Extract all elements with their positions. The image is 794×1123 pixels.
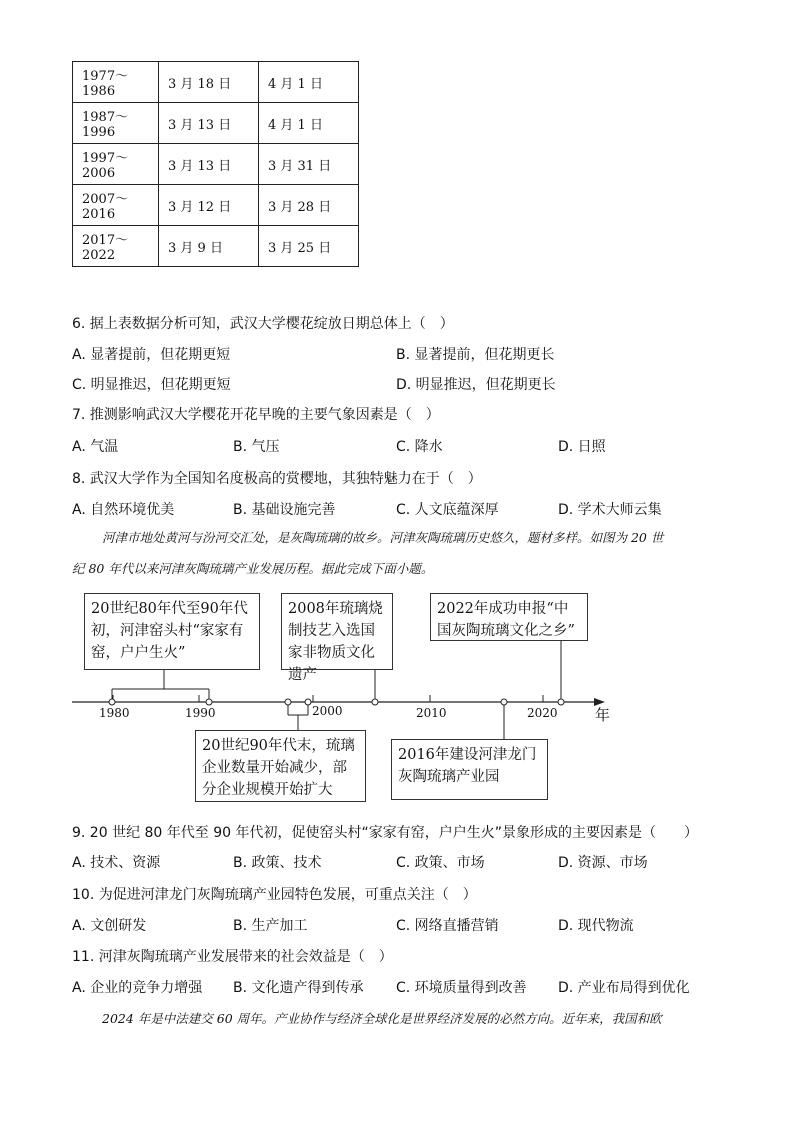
- question-11-stem: 11. 河津灰陶琉璃产业发展带来的社会效益是（ ）: [72, 949, 393, 965]
- tick-label-2010: 2010: [416, 706, 447, 720]
- question-10-option-d[interactable]: D. 现代物流: [558, 918, 634, 934]
- table-cell: 3 月 18 日: [159, 62, 259, 103]
- question-10-option-b[interactable]: B. 生产加工: [233, 918, 308, 934]
- table-cell: 3 月 28 日: [259, 185, 359, 226]
- question-8-option-d[interactable]: D. 学术大师云集: [558, 502, 662, 518]
- table-row: [73, 62, 359, 103]
- question-11-option-a[interactable]: A. 企业的竞争力增强: [72, 980, 203, 996]
- tick-label-2020: 2020: [527, 706, 558, 720]
- question-6-stem: 6. 据上表数据分析可知，武汉大学樱花绽放日期总体上（ ）: [72, 316, 454, 332]
- question-7-option-c[interactable]: C. 降水: [396, 439, 443, 455]
- table-cell: 1997～2006: [73, 144, 159, 185]
- table-cell: 1987～1996: [73, 103, 159, 144]
- question-9-stem: 9. 20 世纪 80 年代至 90 年代初，促使窑头村“家家有窑，户户生火”景象形成的主要因素是（ ）: [72, 825, 699, 841]
- event-box-1990s-late: 20世纪90年代末，琉璃企业数量开始减少，部分企业规模开始扩大: [195, 730, 366, 802]
- question-8-stem: 8. 武汉大学作为全国知名度极高的赏樱地，其独特魅力在于（ ）: [72, 471, 482, 487]
- question-11-option-c[interactable]: C. 环境质量得到改善: [396, 980, 527, 996]
- question-7-option-a[interactable]: A. 气温: [72, 439, 119, 455]
- passage-2-line-1: 2024 年是中法建交 60 周年。产业协作与经济全球化是世界经济发展的必然方向。近年来，我国和欧: [102, 1011, 662, 1026]
- table-row: [73, 226, 359, 267]
- question-7-option-b[interactable]: B. 气压: [233, 439, 280, 455]
- question-8-option-b[interactable]: B. 基础设施完善: [233, 502, 336, 518]
- question-9-option-b[interactable]: B. 政策、技术: [233, 855, 322, 871]
- table-row: [73, 144, 359, 185]
- question-11-option-b[interactable]: B. 文化遗产得到传承: [233, 980, 364, 996]
- table-cell: 3 月 12 日: [159, 185, 259, 226]
- event-box-1980s: 20世纪80年代至90年代初，河津窑头村“家家有窑，户户生火”: [84, 593, 260, 670]
- question-6-option-d[interactable]: D. 明显推迟，但花期更长: [396, 377, 556, 393]
- question-6-option-c[interactable]: C. 明显推迟，但花期更短: [72, 377, 231, 393]
- passage-1-line-1: 河津市地处黄河与汾河交汇处，是灰陶琉璃的故乡。河津灰陶琉璃历史悠久，题材多样。如图为 20 世: [102, 530, 664, 545]
- table-row: [73, 185, 359, 226]
- table-cell: 2007～2016: [73, 185, 159, 226]
- bloom-date-table: [72, 61, 359, 267]
- question-6-option-a[interactable]: A. 显著提前，但花期更短: [72, 347, 231, 363]
- table-cell: 4 月 1 日: [259, 62, 359, 103]
- table-cell: 3 月 25 日: [259, 226, 359, 267]
- question-6-option-b[interactable]: B. 显著提前，但花期更长: [396, 347, 555, 363]
- question-9-option-c[interactable]: C. 政策、市场: [396, 855, 485, 871]
- question-8-option-c[interactable]: C. 人文底蕴深厚: [396, 502, 499, 518]
- event-box-2022: 2022年成功申报“中国灰陶琉璃文化之乡”: [430, 593, 588, 641]
- question-11-option-d[interactable]: D. 产业布局得到优化: [558, 980, 690, 996]
- table-cell: 3 月 13 日: [159, 144, 259, 185]
- question-10-option-c[interactable]: C. 网络直播营销: [396, 918, 499, 934]
- passage-1-line-2: 纪 80 年代以来河津灰陶琉璃产业发展历程。据此完成下面小题。: [72, 561, 434, 576]
- axis-unit-label: 年: [595, 706, 611, 724]
- event-box-2016: 2016年建设河津龙门灰陶琉璃产业园: [391, 739, 548, 800]
- table-cell: 1977～1986: [73, 62, 159, 103]
- tick-label-1990: 1990: [185, 706, 216, 720]
- question-9-option-a[interactable]: A. 技术、资源: [72, 855, 161, 871]
- event-box-2008: 2008年琉璃烧制技艺入选国家非物质文化遗产: [281, 593, 393, 670]
- timeline-figure: [0, 590, 794, 805]
- question-10-stem: 10. 为促进河津龙门灰陶琉璃产业园特色发展，可重点关注（ ）: [72, 887, 477, 903]
- question-7-option-d[interactable]: D. 日照: [558, 439, 606, 455]
- question-9-option-d[interactable]: D. 资源、市场: [558, 855, 648, 871]
- table-row: [73, 103, 359, 144]
- tick-label-2000: 2000: [312, 704, 343, 718]
- question-7-stem: 7. 推测影响武汉大学樱花开花早晚的主要气象因素是（ ）: [72, 407, 440, 423]
- question-8-option-a[interactable]: A. 自然环境优美: [72, 502, 175, 518]
- table-cell: 2017～2022: [73, 226, 159, 267]
- tick-label-1980: 1980: [99, 706, 130, 720]
- question-10-option-a[interactable]: A. 文创研发: [72, 918, 147, 934]
- table-cell: 3 月 13 日: [159, 103, 259, 144]
- table-cell: 4 月 1 日: [259, 103, 359, 144]
- table-cell: 3 月 31 日: [259, 144, 359, 185]
- table-cell: 3 月 9 日: [159, 226, 259, 267]
